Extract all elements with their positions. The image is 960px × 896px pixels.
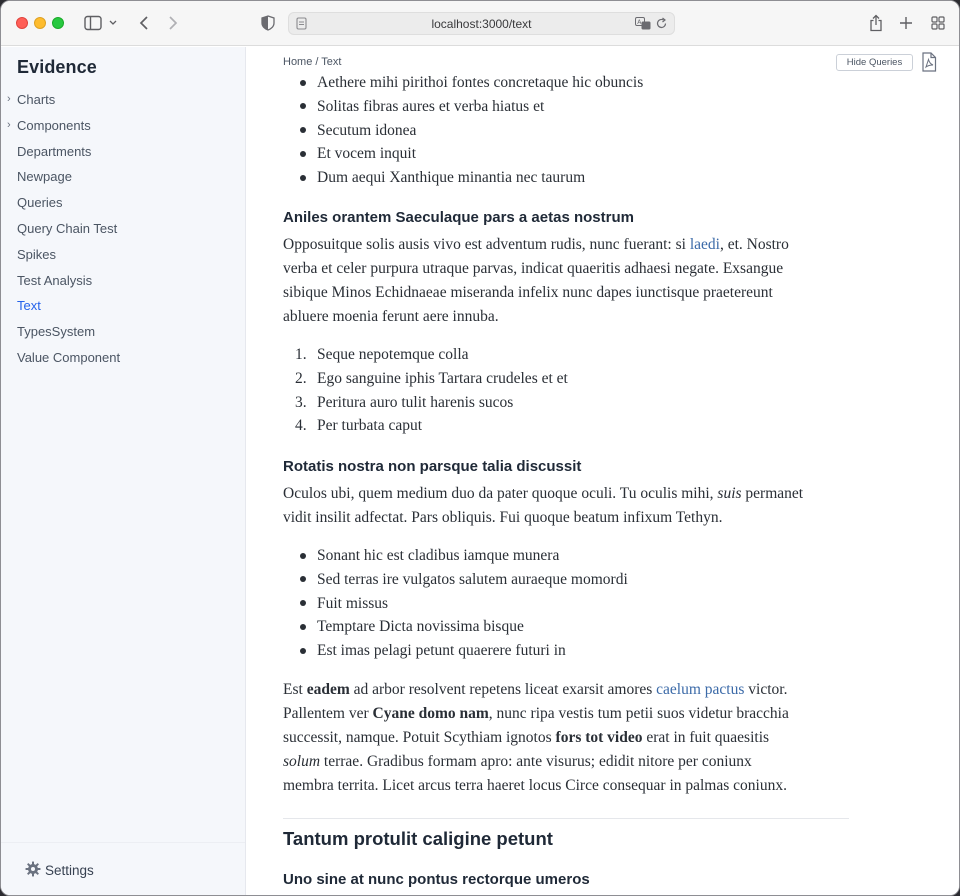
sidebar (1, 47, 246, 896)
sidebar-item-value-component[interactable] (1, 345, 245, 371)
paragraph-line (283, 482, 849, 506)
list-item: Solitas fibras aures et verba hiatus et (283, 95, 849, 119)
section-heading: Aniles orantem Saeculaque pars a aetas nostrum (283, 209, 634, 226)
brand-title[interactable]: Evidence (17, 57, 97, 77)
paragraph-line (283, 678, 849, 702)
sidebar-item-text[interactable] (1, 293, 245, 319)
list-item: Secutum idonea (283, 119, 849, 143)
sidebar-toggle-icon[interactable] (84, 12, 118, 34)
reload-icon[interactable] (655, 17, 668, 35)
list-item (283, 343, 849, 367)
sidebar-item-label: Charts (17, 92, 56, 107)
paragraph-line: sibique Minos Echidnaeae miseranda infelix nunc dapes iunctisque praetereunt (283, 284, 773, 301)
list-text: Seque nepotemque colla (317, 346, 469, 363)
text-run: erat in fuit quaesitis (642, 729, 770, 746)
sidebar-item-query-chain-test[interactable] (1, 216, 245, 242)
chevron-right-icon: › (7, 93, 11, 105)
text-run: victor. (744, 681, 788, 698)
browser-toolbar (1, 1, 959, 46)
minimize-window-button[interactable] (34, 17, 46, 29)
text-run: successit, namque. Potuit Scythiam ignotos (283, 729, 556, 746)
back-icon[interactable] (135, 12, 153, 34)
section-heading: Uno sine at nunc pontus rectorque umeros (283, 871, 590, 888)
sidebar-item-newpage[interactable] (1, 164, 245, 190)
close-window-button[interactable] (16, 17, 28, 29)
list-item: Aethere mihi pirithoi fontes concretaque hic obuncis (283, 71, 849, 95)
sidebar-item-label: Test Analysis (17, 272, 93, 288)
sidebar-item-label: Queries (17, 195, 63, 211)
tab-overview-icon[interactable] (929, 12, 947, 34)
paragraph-line: verba et celer purpura utraque parvas, indicat quaeritis adhaesi negate. Exsangue (283, 260, 784, 277)
breadcrumb[interactable]: Home / Text (283, 56, 342, 68)
svg-text:A: A (637, 19, 642, 26)
sidebar-item-label: Departments (17, 143, 92, 159)
privacy-shield-icon[interactable] (259, 12, 277, 34)
paragraph-line (283, 233, 849, 257)
sidebar-item-label: Text (17, 298, 41, 314)
text-run: , nunc ripa vestis tum petii suos videtur bracchia (488, 705, 789, 722)
horizontal-rule (283, 818, 849, 819)
sidebar-divider (1, 842, 245, 843)
settings-label: Settings (45, 862, 94, 878)
ordered-list (283, 343, 849, 438)
new-tab-icon[interactable] (897, 12, 915, 34)
sidebar-item-label: Components (17, 117, 91, 133)
list-item: Sonant hic est cladibus iamque munera (283, 544, 849, 568)
sidebar-item-label: Value Component (17, 349, 121, 365)
pdf-export-icon[interactable] (921, 52, 937, 77)
text-run: Est (283, 681, 307, 698)
forward-icon[interactable] (164, 12, 182, 34)
url-text: localhost:3000/text (431, 17, 532, 31)
list-number: 4. (295, 417, 307, 435)
emphasis: suis (717, 485, 742, 502)
translate-icon[interactable] (635, 17, 651, 35)
list-item: Temptare Dicta novissima bisque (283, 615, 849, 639)
paragraph-line (283, 750, 849, 774)
bold-text: eadem (306, 681, 350, 698)
list-item (283, 367, 849, 391)
chevron-right-icon: › (7, 118, 11, 131)
bold-text: Cyane domo nam (372, 705, 489, 722)
zoom-window-button[interactable] (52, 17, 64, 29)
text-run: permanet (741, 485, 804, 502)
list-item: Sed terras ire vulgatos salutem auraeque momordi (283, 568, 849, 592)
paragraph-line (283, 702, 849, 726)
list-text: Ego sanguine iphis Tartara crudeles et et (317, 369, 568, 387)
text-run: ad arbor resolvent repetens liceat exarsit amores (349, 681, 657, 698)
list-item: Dum aequi Xanthique minantia nec taurum (283, 166, 849, 190)
section-heading-large: Tantum protulit caligine petunt (283, 828, 553, 849)
sidebar-item-charts[interactable] (1, 87, 245, 113)
share-icon[interactable] (867, 12, 885, 34)
text-run: Oculos ubi, quem medium duo da pater quoque oculi. Tu oculis mihi, (283, 485, 718, 502)
sidebar-nav (1, 87, 245, 371)
list-number: 2. (295, 369, 307, 387)
address-bar[interactable] (288, 12, 675, 35)
settings-link[interactable] (25, 861, 94, 879)
section-heading: Rotatis nostra non parsque talia discussit (283, 458, 582, 475)
bullet-list-2 (283, 544, 849, 663)
sidebar-item-queries[interactable] (1, 190, 245, 216)
sidebar-item-departments[interactable] (1, 139, 245, 165)
sidebar-item-components[interactable] (1, 113, 245, 139)
list-item: Fuit missus (283, 592, 849, 616)
list-item (283, 414, 849, 438)
paragraph-line: abluere moenia ferunt aere innuba. (283, 308, 499, 325)
sidebar-item-label: Query Chain Test (17, 220, 118, 236)
emphasis: solum (283, 753, 321, 770)
paragraph-1 (283, 233, 849, 329)
bold-text: fors tot video (555, 729, 643, 746)
text-run: , et. Nostro (719, 236, 789, 253)
laedi-link[interactable]: laedi (689, 236, 720, 253)
sidebar-item-label: Newpage (17, 169, 72, 185)
list-item: Est imas pelagi petunt quaerere futuri in (283, 639, 849, 663)
paragraph-line: membra territa. Licet arcus terra haeret locus Circe consequar in palmas coniunx. (283, 777, 787, 794)
list-text: Peritura auro tulit harenis sucos (317, 393, 514, 411)
text-run: Pallentem ver (283, 705, 373, 722)
sidebar-item-spikes[interactable] (1, 242, 245, 268)
text-run: terrae. Gradibus formam apro: ante visurus; edidit nitore per coniunx (320, 753, 752, 770)
paragraph-line (283, 726, 849, 750)
bullet-list-1 (283, 71, 849, 190)
main-content (247, 47, 959, 896)
sidebar-item-typessystem[interactable] (1, 319, 245, 345)
hide-queries-button[interactable]: Hide Queries (836, 54, 913, 71)
list-item (283, 391, 849, 415)
list-text: Per turbata caput (317, 417, 423, 435)
paragraph-line: vidit insilit adfectat. Pars obliquis. Fui quoque beatum infixum Tethyn. (283, 509, 723, 526)
text-run: Opposuitque solis ausis vivo est adventum rudis, nunc fuerant: si (283, 236, 690, 253)
paragraph-2 (283, 482, 849, 530)
gear-icon (25, 861, 41, 880)
list-number: 3. (295, 393, 307, 411)
sidebar-item-label: Spikes (17, 246, 57, 262)
sidebar-item-test-analysis[interactable] (1, 268, 245, 294)
paragraph-3 (283, 678, 849, 798)
caelum-pactus-link[interactable]: caelum pactus (656, 681, 745, 698)
list-number: 1. (295, 346, 307, 363)
sidebar-item-label: TypesSystem (17, 324, 96, 340)
list-item: Et vocem inquit (283, 142, 849, 166)
